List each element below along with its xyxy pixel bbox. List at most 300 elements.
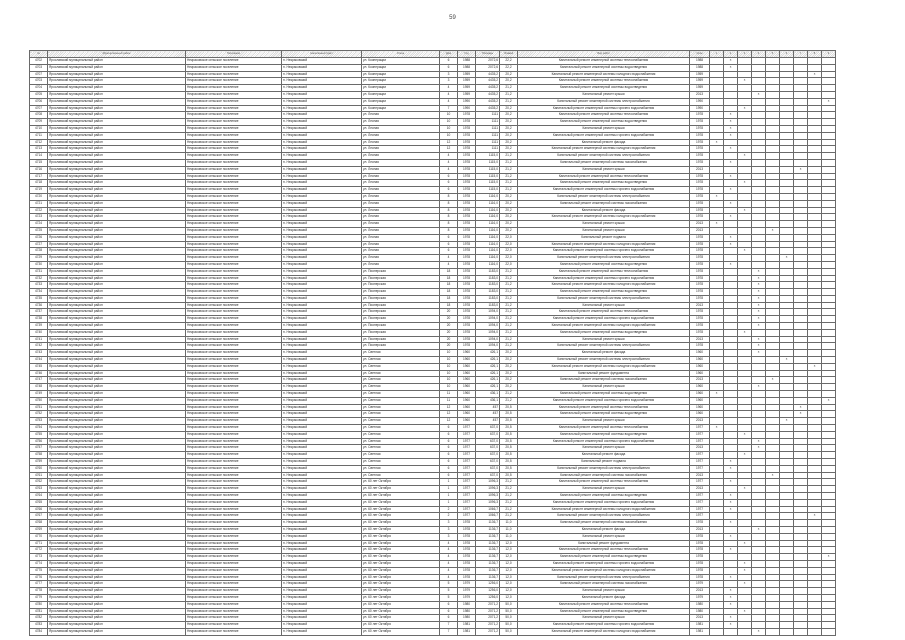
cell-street: ул. 60 лет Октября	[362, 526, 440, 533]
cell-locality: п. Некрасовский	[282, 78, 362, 85]
cell-area: 1116,0	[476, 221, 500, 228]
cell-street: ул. Светлая	[362, 411, 440, 418]
mark-cell	[822, 200, 836, 207]
x-mark-icon: ×	[715, 193, 718, 198]
cell-settlement: Некрасовское сельское поселение	[186, 567, 282, 574]
cell-id: 4722	[30, 207, 48, 214]
cell-term: 1959	[690, 71, 710, 78]
cell-house: 18	[440, 302, 458, 309]
mark-cell	[710, 357, 724, 364]
cell-district: Ярославский муниципальный район	[48, 506, 186, 513]
mark-cell	[822, 540, 836, 547]
mark-cell	[738, 628, 752, 635]
cell-term: 1978	[690, 112, 710, 119]
mark-cell	[752, 323, 766, 330]
mark-cell	[724, 370, 738, 377]
mark-cell	[822, 139, 836, 146]
cell-id: 4717	[30, 173, 48, 180]
cell-house: 5	[440, 588, 458, 595]
mark-cell	[710, 146, 724, 153]
cell-street: ул. Лесная	[362, 241, 440, 248]
mark-cell	[808, 248, 822, 255]
cell-locality: п. Некрасовский	[282, 391, 362, 398]
cell-term: 1960	[690, 363, 710, 370]
mark-cell	[780, 526, 794, 533]
mark-cell	[822, 336, 836, 343]
x-mark-icon: ×	[743, 153, 746, 158]
cell-term: 1978	[690, 248, 710, 255]
cell-work-type: Капитальный ремонт инженерной системы холодного водоснабжения	[518, 241, 690, 248]
cell-locality: п. Некрасовский	[282, 275, 362, 282]
cell-settlement: Некрасовское сельское поселение	[186, 581, 282, 588]
mark-cell	[822, 459, 836, 466]
mark-cell	[808, 486, 822, 493]
cell-year: 1978	[458, 261, 476, 268]
mark-cell	[794, 628, 808, 635]
table-row	[30, 425, 836, 432]
cell-id: 4763	[30, 486, 48, 493]
cell-settlement: Некрасовское сельское поселение	[186, 404, 282, 411]
cell-year: 1981	[458, 622, 476, 629]
cell-term: 1978	[690, 255, 710, 262]
cell-district: Ярославский муниципальный район	[48, 91, 186, 98]
cell-settlement: Некрасовское сельское поселение	[186, 329, 282, 336]
cell-area: 1111	[476, 139, 500, 146]
cell-settlement: Некрасовское сельское поселение	[186, 506, 282, 513]
mark-cell	[822, 384, 836, 391]
mark-cell	[794, 363, 808, 370]
cell-work-type: Капитальный ремонт инженерной системы водоотведения	[518, 289, 690, 296]
x-mark-icon: ×	[743, 608, 746, 613]
x-mark-icon: ×	[743, 581, 746, 586]
table-row	[30, 91, 836, 98]
cell-area: 2071,2	[476, 622, 500, 629]
mark-cell	[794, 261, 808, 268]
cell-floors: 12,0	[500, 581, 518, 588]
cell-id: 4754	[30, 425, 48, 432]
cell-street: ул. Лесная	[362, 146, 440, 153]
mark-cell	[738, 64, 752, 71]
mark-cell	[738, 615, 752, 622]
mark-cell	[710, 166, 724, 173]
mark-cell	[808, 384, 822, 391]
mark-cell	[724, 275, 738, 282]
cell-house: 12	[440, 411, 458, 418]
mark-cell	[780, 533, 794, 540]
cell-id: 4764	[30, 493, 48, 500]
mark-cell	[808, 289, 822, 296]
cell-house: 8	[440, 227, 458, 234]
mark-cell	[822, 58, 836, 65]
cell-locality: п. Некрасовский	[282, 166, 362, 173]
cell-settlement: Некрасовское сельское поселение	[186, 594, 282, 601]
mark-cell	[822, 438, 836, 445]
cell-term: 1978	[690, 159, 710, 166]
cell-year: 1959	[458, 71, 476, 78]
cell-work-type: Капитальный ремонт инженерной системы горячего водоснабжения	[518, 316, 690, 323]
table-row	[30, 336, 836, 343]
cell-year: 1978	[458, 234, 476, 241]
mark-cell	[766, 567, 780, 574]
mark-cell	[808, 58, 822, 65]
cell-floors: 20,2	[500, 78, 518, 85]
cell-street: ул. Кооперации	[362, 91, 440, 98]
mark-cell	[724, 628, 738, 635]
cell-year: 1960	[458, 370, 476, 377]
mark-cell	[766, 302, 780, 309]
mark-cell	[766, 268, 780, 275]
cell-settlement: Некрасовское сельское поселение	[186, 533, 282, 540]
cell-year: 1978	[458, 282, 476, 289]
mark-cell	[808, 540, 822, 547]
mark-cell	[710, 526, 724, 533]
cell-work-type: Капитальный ремонт инженерной системы холодного водоснабжения	[518, 323, 690, 330]
cell-area: 1094,0	[476, 343, 500, 350]
mark-cell	[794, 139, 808, 146]
table-row	[30, 329, 836, 336]
cell-year: 1978	[458, 554, 476, 561]
cell-area: 1115,0	[476, 187, 500, 194]
cell-settlement: Некрасовское сельское поселение	[186, 221, 282, 228]
mark-cell	[752, 445, 766, 452]
mark-cell	[794, 295, 808, 302]
mark-cell	[794, 404, 808, 411]
cell-floors: 20,5	[500, 425, 518, 432]
mark-cell	[766, 350, 780, 357]
cell-house: 4	[440, 159, 458, 166]
mark-cell	[822, 594, 836, 601]
cell-locality: п. Некрасовский	[282, 187, 362, 194]
mark-cell	[710, 581, 724, 588]
x-mark-icon: ×	[757, 350, 760, 355]
mark-cell	[752, 193, 766, 200]
cell-area: 4435,2	[476, 98, 500, 105]
mark-cell	[822, 465, 836, 472]
mark-cell	[738, 329, 752, 336]
mark-cell	[780, 438, 794, 445]
table-row	[30, 533, 836, 540]
cell-area: 457	[476, 418, 500, 425]
cell-term: 1978	[690, 275, 710, 282]
x-mark-icon: ×	[813, 71, 816, 76]
cell-work-type: Капитальный ремонт фундамента	[518, 540, 690, 547]
cell-house: 4	[440, 554, 458, 561]
table-row	[30, 547, 836, 554]
mark-cell	[780, 261, 794, 268]
table-row	[30, 377, 836, 384]
cell-street: ул. Лесная	[362, 153, 440, 160]
mark-cell	[766, 58, 780, 65]
cell-id: 4752	[30, 411, 48, 418]
cell-floors: 20,2	[500, 377, 518, 384]
table-row	[30, 180, 836, 187]
cell-locality: п. Некрасовский	[282, 384, 362, 391]
mark-cell	[752, 112, 766, 119]
mark-cell	[794, 268, 808, 275]
mark-cell	[738, 71, 752, 78]
mark-cell	[752, 295, 766, 302]
cell-year: 1977	[458, 513, 476, 520]
cell-house: 12	[440, 146, 458, 153]
cell-term: 1978	[690, 193, 710, 200]
cell-id: 4703	[30, 78, 48, 85]
cell-area: 1111	[476, 132, 500, 139]
mark-cell	[752, 350, 766, 357]
cell-year: 1978	[458, 200, 476, 207]
x-mark-icon: ×	[715, 221, 718, 226]
x-mark-icon: ×	[743, 248, 746, 253]
mark-cell	[808, 153, 822, 160]
column-header: 4	[752, 51, 766, 58]
cell-house: 6	[440, 452, 458, 459]
cell-locality: п. Некрасовский	[282, 397, 362, 404]
x-mark-icon: ×	[771, 472, 774, 477]
mark-cell	[724, 78, 738, 85]
mark-cell	[780, 112, 794, 119]
cell-house: 1	[440, 493, 458, 500]
mark-cell	[710, 153, 724, 160]
mark-cell	[794, 357, 808, 364]
x-mark-icon: ×	[743, 78, 746, 83]
mark-cell	[822, 567, 836, 574]
cell-district: Ярославский муниципальный район	[48, 180, 186, 187]
cell-street: ул. 60 лет Октября	[362, 486, 440, 493]
x-mark-icon: ×	[729, 594, 732, 599]
mark-cell	[738, 343, 752, 350]
x-mark-icon: ×	[813, 363, 816, 368]
mark-cell	[780, 85, 794, 92]
mark-cell	[724, 445, 738, 452]
cell-street: ул. Кооперации	[362, 78, 440, 85]
mark-cell	[794, 323, 808, 330]
mark-cell	[808, 187, 822, 194]
mark-cell	[808, 173, 822, 180]
cell-term: 2013	[690, 221, 710, 228]
mark-cell	[780, 200, 794, 207]
x-mark-icon: ×	[743, 567, 746, 572]
mark-cell	[752, 533, 766, 540]
mark-cell	[794, 309, 808, 316]
cell-street: ул. Светлая	[362, 404, 440, 411]
mark-cell	[766, 221, 780, 228]
mark-cell	[780, 91, 794, 98]
table-row	[30, 58, 836, 65]
cell-term: 2013	[690, 166, 710, 173]
cell-id: 4776	[30, 574, 48, 581]
mark-cell	[808, 493, 822, 500]
cell-locality: п. Некрасовский	[282, 200, 362, 207]
cell-area: 2072,6	[476, 64, 500, 71]
table-row	[30, 187, 836, 194]
x-mark-icon: ×	[729, 459, 732, 464]
mark-cell	[808, 479, 822, 486]
cell-year: 1960	[458, 391, 476, 398]
cell-term: 1978	[690, 214, 710, 221]
cell-settlement: Некрасовское сельское поселение	[186, 275, 282, 282]
mark-cell	[752, 574, 766, 581]
mark-cell	[710, 268, 724, 275]
cell-house: 4	[440, 166, 458, 173]
cell-street: ул. Пионерская	[362, 309, 440, 316]
cell-area: 1183,0	[476, 302, 500, 309]
mark-cell	[710, 98, 724, 105]
cell-id: 4779	[30, 594, 48, 601]
mark-cell	[808, 193, 822, 200]
mark-cell	[794, 221, 808, 228]
mark-cell	[724, 397, 738, 404]
cell-floors: 20,5	[500, 445, 518, 452]
cell-settlement: Некрасовское сельское поселение	[186, 234, 282, 241]
cell-floors: 20,2	[500, 71, 518, 78]
mark-cell	[822, 404, 836, 411]
table-row	[30, 363, 836, 370]
cell-street: ул. Лесная	[362, 166, 440, 173]
cell-area: 1136,7	[476, 560, 500, 567]
cell-house: 3	[440, 78, 458, 85]
mark-cell	[766, 173, 780, 180]
cell-year: 1977	[458, 506, 476, 513]
cell-id: 4710	[30, 125, 48, 132]
cell-street: ул. 60 лет Октября	[362, 588, 440, 595]
mark-cell	[752, 486, 766, 493]
cell-locality: п. Некрасовский	[282, 431, 362, 438]
cell-house: 4	[440, 255, 458, 262]
mark-cell	[738, 608, 752, 615]
cell-id: 4758	[30, 452, 48, 459]
mark-cell	[752, 411, 766, 418]
cell-locality: п. Некрасовский	[282, 173, 362, 180]
cell-locality: п. Некрасовский	[282, 119, 362, 126]
mark-cell	[738, 234, 752, 241]
column-header: 6	[780, 51, 794, 58]
cell-settlement: Некрасовское сельское поселение	[186, 526, 282, 533]
mark-cell	[766, 357, 780, 364]
cell-term: 1988	[690, 64, 710, 71]
mark-cell	[724, 479, 738, 486]
cell-settlement: Некрасовское сельское поселение	[186, 255, 282, 262]
table-row	[30, 309, 836, 316]
mark-cell	[752, 289, 766, 296]
mark-cell	[794, 499, 808, 506]
mark-cell	[780, 363, 794, 370]
cell-district: Ярославский муниципальный район	[48, 540, 186, 547]
cell-area: 637,0	[476, 452, 500, 459]
cell-area: 1116,0	[476, 214, 500, 221]
mark-cell	[780, 234, 794, 241]
mark-cell	[780, 309, 794, 316]
cell-district: Ярославский муниципальный район	[48, 268, 186, 275]
cell-year: 1978	[458, 255, 476, 262]
cell-term: 1977	[690, 513, 710, 520]
mark-cell	[780, 486, 794, 493]
mark-cell	[738, 112, 752, 119]
cell-locality: п. Некрасовский	[282, 486, 362, 493]
cell-locality: п. Некрасовский	[282, 472, 362, 479]
mark-cell	[794, 540, 808, 547]
cell-floors: 21,2	[500, 91, 518, 98]
cell-settlement: Некрасовское сельское поселение	[186, 493, 282, 500]
mark-cell	[752, 397, 766, 404]
mark-cell	[822, 221, 836, 228]
mark-cell	[780, 431, 794, 438]
cell-settlement: Некрасовское сельское поселение	[186, 622, 282, 629]
cell-settlement: Некрасовское сельское поселение	[186, 601, 282, 608]
cell-settlement: Некрасовское сельское поселение	[186, 425, 282, 432]
cell-term: 1978	[690, 540, 710, 547]
cell-work-type: Капитальный ремонт инженерной системы теплоснабжения	[518, 601, 690, 608]
cell-street: ул. 60 лет Октября	[362, 499, 440, 506]
mark-cell	[724, 588, 738, 595]
x-mark-icon: ×	[785, 255, 788, 260]
cell-street: ул. Светлая	[362, 465, 440, 472]
mark-cell	[822, 452, 836, 459]
mark-cell	[822, 581, 836, 588]
cell-id: 4735	[30, 295, 48, 302]
mark-cell	[822, 486, 836, 493]
mark-cell	[710, 316, 724, 323]
mark-cell	[780, 574, 794, 581]
mark-cell	[794, 391, 808, 398]
cell-settlement: Некрасовское сельское поселение	[186, 472, 282, 479]
mark-cell	[738, 105, 752, 112]
mark-cell	[780, 594, 794, 601]
mark-cell	[808, 85, 822, 92]
cell-term: 1960	[690, 357, 710, 364]
mark-cell	[808, 391, 822, 398]
mark-cell	[808, 159, 822, 166]
cell-id: 4711	[30, 132, 48, 139]
mark-cell	[822, 588, 836, 595]
mark-cell	[794, 452, 808, 459]
mark-cell	[724, 567, 738, 574]
table-row	[30, 227, 836, 234]
x-mark-icon: ×	[827, 98, 830, 103]
cell-year: 1960	[458, 397, 476, 404]
cell-floors: 20,5	[500, 452, 518, 459]
cell-work-type: Капитальный ремонт инженерной системы газоснабжения	[518, 159, 690, 166]
cell-district: Ярославский муниципальный район	[48, 404, 186, 411]
cell-area: 637,0	[476, 425, 500, 432]
mark-cell	[724, 520, 738, 527]
mark-cell	[766, 275, 780, 282]
cell-district: Ярославский муниципальный район	[48, 329, 186, 336]
cell-district: Ярославский муниципальный район	[48, 166, 186, 173]
mark-cell	[752, 391, 766, 398]
cell-settlement: Некрасовское сельское поселение	[186, 459, 282, 466]
mark-cell	[752, 526, 766, 533]
cell-house: 1	[440, 486, 458, 493]
cell-term: 2013	[690, 472, 710, 479]
mark-cell	[710, 377, 724, 384]
mark-cell	[738, 241, 752, 248]
cell-id: 4730	[30, 261, 48, 268]
cell-locality: п. Некрасовский	[282, 153, 362, 160]
cell-term: 1990	[690, 98, 710, 105]
mark-cell	[766, 248, 780, 255]
cell-area: 4435,2	[476, 85, 500, 92]
mark-cell	[766, 85, 780, 92]
mark-cell	[822, 533, 836, 540]
cell-floors: 22,2	[500, 58, 518, 65]
cell-year: 1990	[458, 98, 476, 105]
mark-cell	[808, 71, 822, 78]
mark-cell	[780, 615, 794, 622]
cell-floors: 21,2	[500, 336, 518, 343]
mark-cell	[794, 574, 808, 581]
cell-term: 1978	[690, 180, 710, 187]
cell-term: 1978	[690, 567, 710, 574]
cell-year: 1978	[458, 146, 476, 153]
